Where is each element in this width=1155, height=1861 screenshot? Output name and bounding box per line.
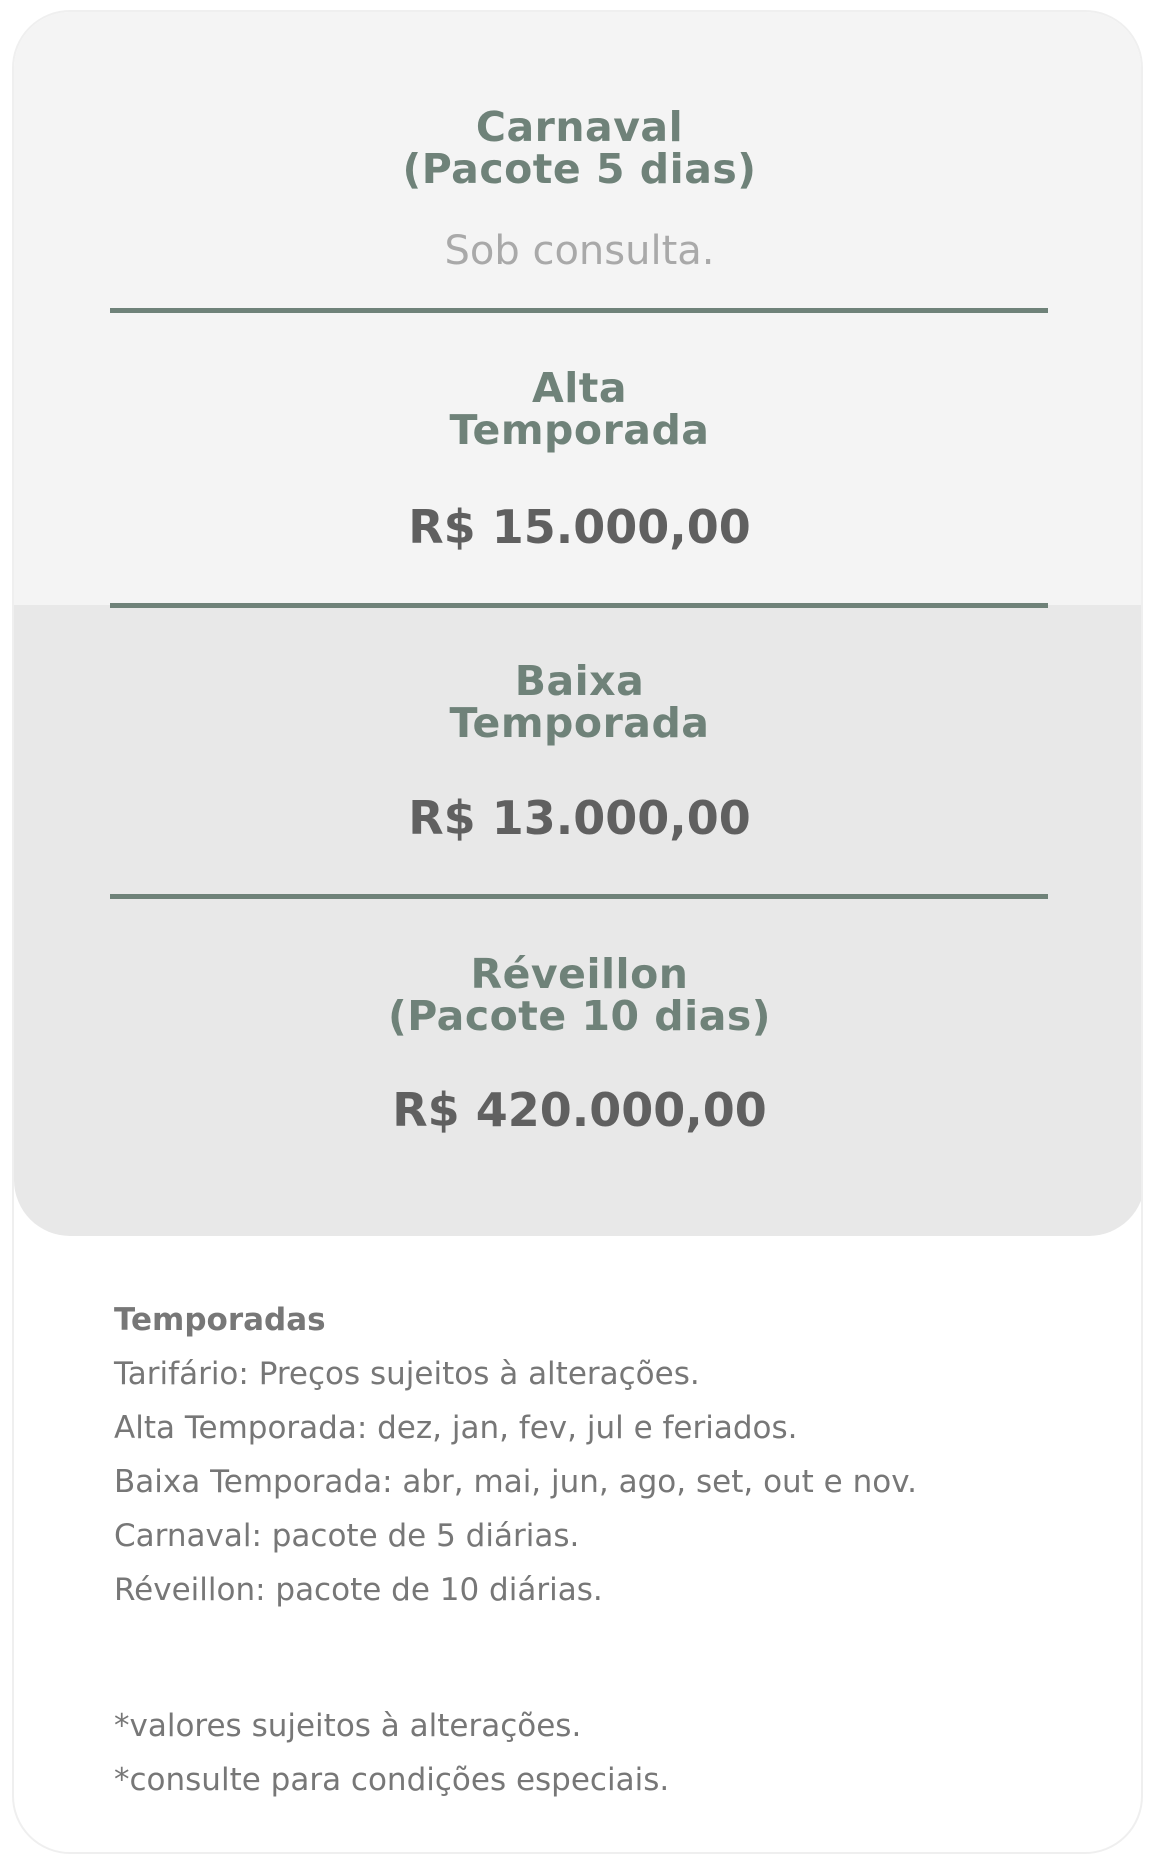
alta-temporada-price: R$ 15.000,00 — [408, 500, 751, 554]
info-line: Baixa Temporada: abr, mai, jun, ago, set, out e nov. — [114, 1464, 918, 1500]
info-line: Carnaval: pacote de 5 diárias. — [114, 1518, 580, 1554]
carnaval-title-line1: Carnaval — [475, 103, 684, 151]
divider-3 — [110, 894, 1048, 899]
seasons-heading: Temporadas — [114, 1302, 326, 1338]
info-line: Réveillon: pacote de 10 diárias. — [114, 1572, 603, 1608]
baixa-temporada-title — [14, 657, 1143, 747]
divider-1 — [110, 308, 1048, 313]
baixa-title-line1: Baixa — [514, 657, 645, 705]
footnote: *consulte para condições especiais. — [114, 1762, 670, 1798]
carnaval-note: Sob consulta. — [444, 228, 715, 274]
alta-title-line2: Temporada — [449, 406, 710, 454]
alta-title-line1: Alta — [531, 364, 628, 412]
info-line: Tarifário: Preços sujeitos à alterações. — [114, 1356, 700, 1392]
reveillon-title-line2: (Pacote 10 dias) — [387, 992, 772, 1040]
reveillon-title-line1: Réveillon — [470, 950, 689, 998]
footnotes — [114, 1699, 1074, 1807]
alta-temporada-title — [14, 364, 1143, 454]
reveillon-price: R$ 420.000,00 — [392, 1083, 767, 1137]
pricing-card — [12, 10, 1143, 1854]
carnaval-title — [14, 103, 1143, 193]
footnote: *valores sujeitos à alterações. — [114, 1708, 582, 1744]
carnaval-title-line2: (Pacote 5 dias) — [402, 145, 757, 193]
divider-2 — [110, 603, 1048, 608]
seasons-info — [114, 1293, 1074, 1617]
baixa-title-line2: Temporada — [449, 699, 710, 747]
info-line: Alta Temporada: dez, jan, fev, jul e feriados. — [114, 1410, 798, 1446]
baixa-temporada-price: R$ 13.000,00 — [408, 791, 751, 845]
reveillon-title — [14, 950, 1143, 1040]
pricing-panel — [14, 12, 1143, 1236]
